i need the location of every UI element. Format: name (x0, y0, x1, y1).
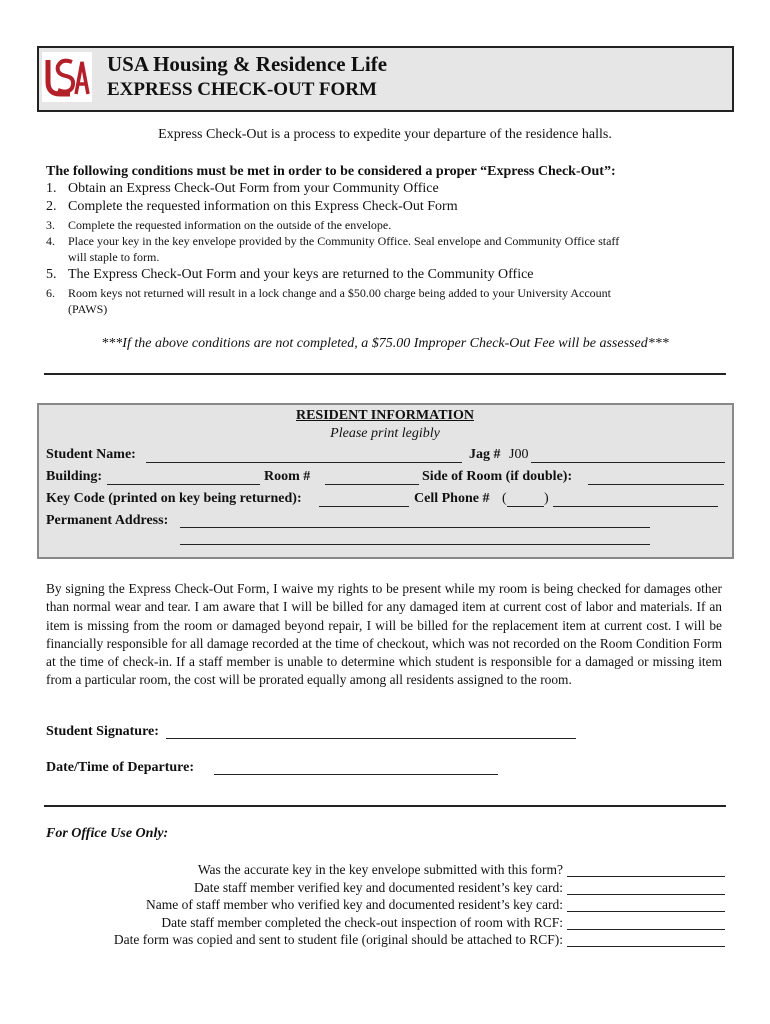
divider (44, 805, 726, 807)
list-item: 3. Complete the requested information on the outside of the envelope. (46, 218, 392, 232)
divider (44, 373, 726, 375)
list-item: 2. Complete the requested information on this Express Check-Out Form (46, 199, 458, 214)
office-use-heading: For Office Use Only: (46, 826, 169, 841)
page-title: USA Housing & Residence Life (107, 52, 388, 76)
list-item: 4. Place your key in the key envelope provided by the Community Office. Seal envelope and Community Office staff (46, 234, 620, 248)
office-question: Was the accurate key in the key envelope submitted with this form? (197, 862, 563, 877)
office-question: Name of staff member who verified key and documented resident’s key card: (146, 897, 563, 912)
office-answer-field[interactable] (567, 876, 725, 877)
cell-area-open: ( (502, 491, 507, 506)
room-field[interactable] (325, 484, 419, 485)
office-question: Date staff member completed the check-out inspection of room with RCF: (161, 915, 563, 930)
departure-label: Date/Time of Departure: (46, 760, 194, 775)
office-answer-field[interactable] (567, 911, 725, 912)
list-item-continued: will staple to form. (68, 250, 160, 264)
address-field-line2[interactable] (180, 544, 650, 545)
jag-prefix: J00 (509, 447, 529, 462)
address-field-line1[interactable] (180, 527, 650, 528)
usa-logo (42, 52, 92, 102)
cell-phone-label: Cell Phone # (414, 491, 490, 506)
signature-label: Student Signature: (46, 724, 159, 739)
waiver-text: By signing the Express Check-Out Form, I waive my rights to be present while my room is being checked for damages other than normal wear and tear. I am aware that I will be billed for any damaged item at current cost of labor and materials. If an item is missing from the room or damaged beyond repair, I will be billed for the replacement item at current cost. I will be financially responsible for all damage recorded at the time of checkout, which was not recorded on the Room Condition Form at the time of check-in. If a staff member is unable to determine which student is responsible for a damaged or missing item from a particular room, the cost will be prorated equally among all residents assigned to the room. (46, 581, 722, 688)
office-answer-field[interactable] (567, 894, 725, 895)
building-field[interactable] (107, 484, 260, 485)
side-of-room-label: Side of Room (if double): (422, 469, 573, 484)
key-code-label: Key Code (printed on key being returned): (46, 491, 302, 506)
fee-notice: ***If the above conditions are not completed, a $75.00 Improper Check-Out Fee will be assessed*** (101, 336, 669, 351)
building-label: Building: (46, 469, 103, 484)
resident-info-title: RESIDENT INFORMATION (295, 408, 474, 423)
list-item-continued: (PAWS) (68, 302, 108, 316)
resident-info-subtitle: Please print legibly (330, 426, 440, 441)
signature-field[interactable] (166, 738, 576, 739)
form-title: EXPRESS CHECK-OUT FORM (107, 79, 377, 100)
jag-field[interactable] (531, 462, 725, 463)
cell-area-field[interactable] (507, 506, 544, 507)
address-label: Permanent Address: (46, 513, 169, 528)
office-answer-field[interactable] (567, 946, 725, 947)
key-code-field[interactable] (319, 506, 409, 507)
office-answer-field[interactable] (567, 929, 725, 930)
list-item: 6. Room keys not returned will result in a lock change and a $50.00 charge being added to your University Account (46, 286, 611, 300)
cell-area-close: ) (544, 491, 549, 506)
side-of-room-field[interactable] (588, 484, 724, 485)
list-item: 1. Obtain an Express Check-Out Form from your Community Office (46, 181, 439, 196)
jag-label: Jag # (469, 447, 501, 462)
office-question: Date staff member verified key and documented resident’s key card: (194, 880, 563, 895)
student-name-field[interactable] (146, 462, 462, 463)
student-name-label: Student Name: (46, 447, 136, 462)
office-question: Date form was copied and sent to student file (original should be attached to RCF): (113, 932, 563, 947)
room-label: Room # (264, 469, 311, 484)
departure-field[interactable] (214, 774, 498, 775)
conditions-heading: The following conditions must be met in order to be considered a proper “Express Check-Out”: (46, 164, 616, 179)
cell-phone-field[interactable] (553, 506, 718, 507)
list-item: 5. The Express Check-Out Form and your keys are returned to the Community Office (46, 267, 534, 282)
intro-text: Express Check-Out is a process to expedite your departure of the residence halls. (158, 127, 612, 142)
